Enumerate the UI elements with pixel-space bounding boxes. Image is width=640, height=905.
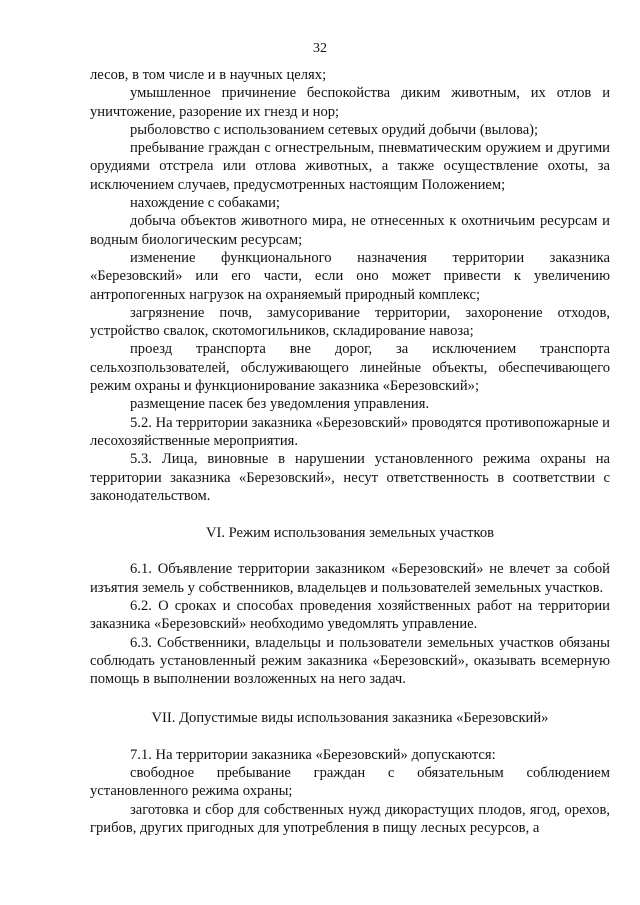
paragraph: заготовка и сбор для собственных нужд дикорастущих плодов, ягод, орехов, грибов, других пригодных для употребления в пищу лесных ресурсов, а xyxy=(90,801,610,836)
paragraph: 5.2. На территории заказника «Березовский» проводятся противопожарные и лесохозяйственные мероприятия. xyxy=(90,414,610,449)
section-heading: VI. Режим использования земельных участков xyxy=(205,525,495,542)
document-body xyxy=(90,66,610,837)
paragraph: 6.3. Собственники, владельцы и пользователи земельных участков обязаны соблюдать установленный режим заказника «Березовский», оказывать всемерную помощь в выполнении возложенных на него задач. xyxy=(90,634,610,688)
paragraph: нахождение с собаками; xyxy=(130,195,280,212)
paragraph: добыча объектов животного мира, не отнесенных к охотничьим ресурсам и водным биологическим ресурсам; xyxy=(90,213,610,248)
paragraph: 7.1. На территории заказника «Березовский» допускаются: xyxy=(130,746,496,763)
paragraph: 5.3. Лица, виновные в нарушении установленного режима охраны на территории заказника «Березовский», несут ответственность в соответствии с законодательством. xyxy=(90,451,610,504)
paragraph: загрязнение почв, замусоривание территории, захоронение отходов, устройство свалок, скотомогильников, складирование навоза; xyxy=(90,304,610,340)
page-number: 32 xyxy=(313,41,327,56)
paragraph: размещение пасек без уведомления управления. xyxy=(130,396,430,413)
paragraph: изменение функционального назначения территории заказника «Березовский» или его части, если оно может привести к увеличению антропогенных нагрузок на охраняемый природный комплекс; xyxy=(90,249,610,303)
paragraph: 6.2. О сроках и способах проведения хозяйственных работ на территории заказника «Березовский» необходимо уведомлять управление. xyxy=(90,598,610,633)
section-heading: VII. Допустимые виды использования заказника «Березовский» xyxy=(151,709,549,726)
paragraph: проезд транспорта вне дорог, за исключением транспорта сельхозпользователей, обслуживающего линейные объекты, обеспечивающего режим охраны и функционирование заказника «Березовский»; xyxy=(90,341,610,395)
paragraph: лесов, в том числе и в научных целях; xyxy=(90,67,327,83)
paragraph: рыболовство с использованием сетевых орудий добычи (вылова); xyxy=(130,121,539,138)
paragraph: пребывание граждан с огнестрельным, пневматическим оружием и другими орудиями отстрела или отлова животных, а также осуществление охоты, за исключением случаев, предусмотренных настоящим Положением; xyxy=(90,140,610,193)
paragraph: 6.1. Объявление территории заказником «Березовский» не влечет за собой изъятия земель у собственников, владельцев и пользователей земельных участков. xyxy=(90,561,610,596)
paragraph: свободное пребывание граждан с обязательным соблюдением установленного режима охраны; xyxy=(90,765,610,800)
paragraph: умышленное причинение беспокойства диким животным, их отлов и уничтожение, разорение их гнезд и нор; xyxy=(90,85,610,120)
